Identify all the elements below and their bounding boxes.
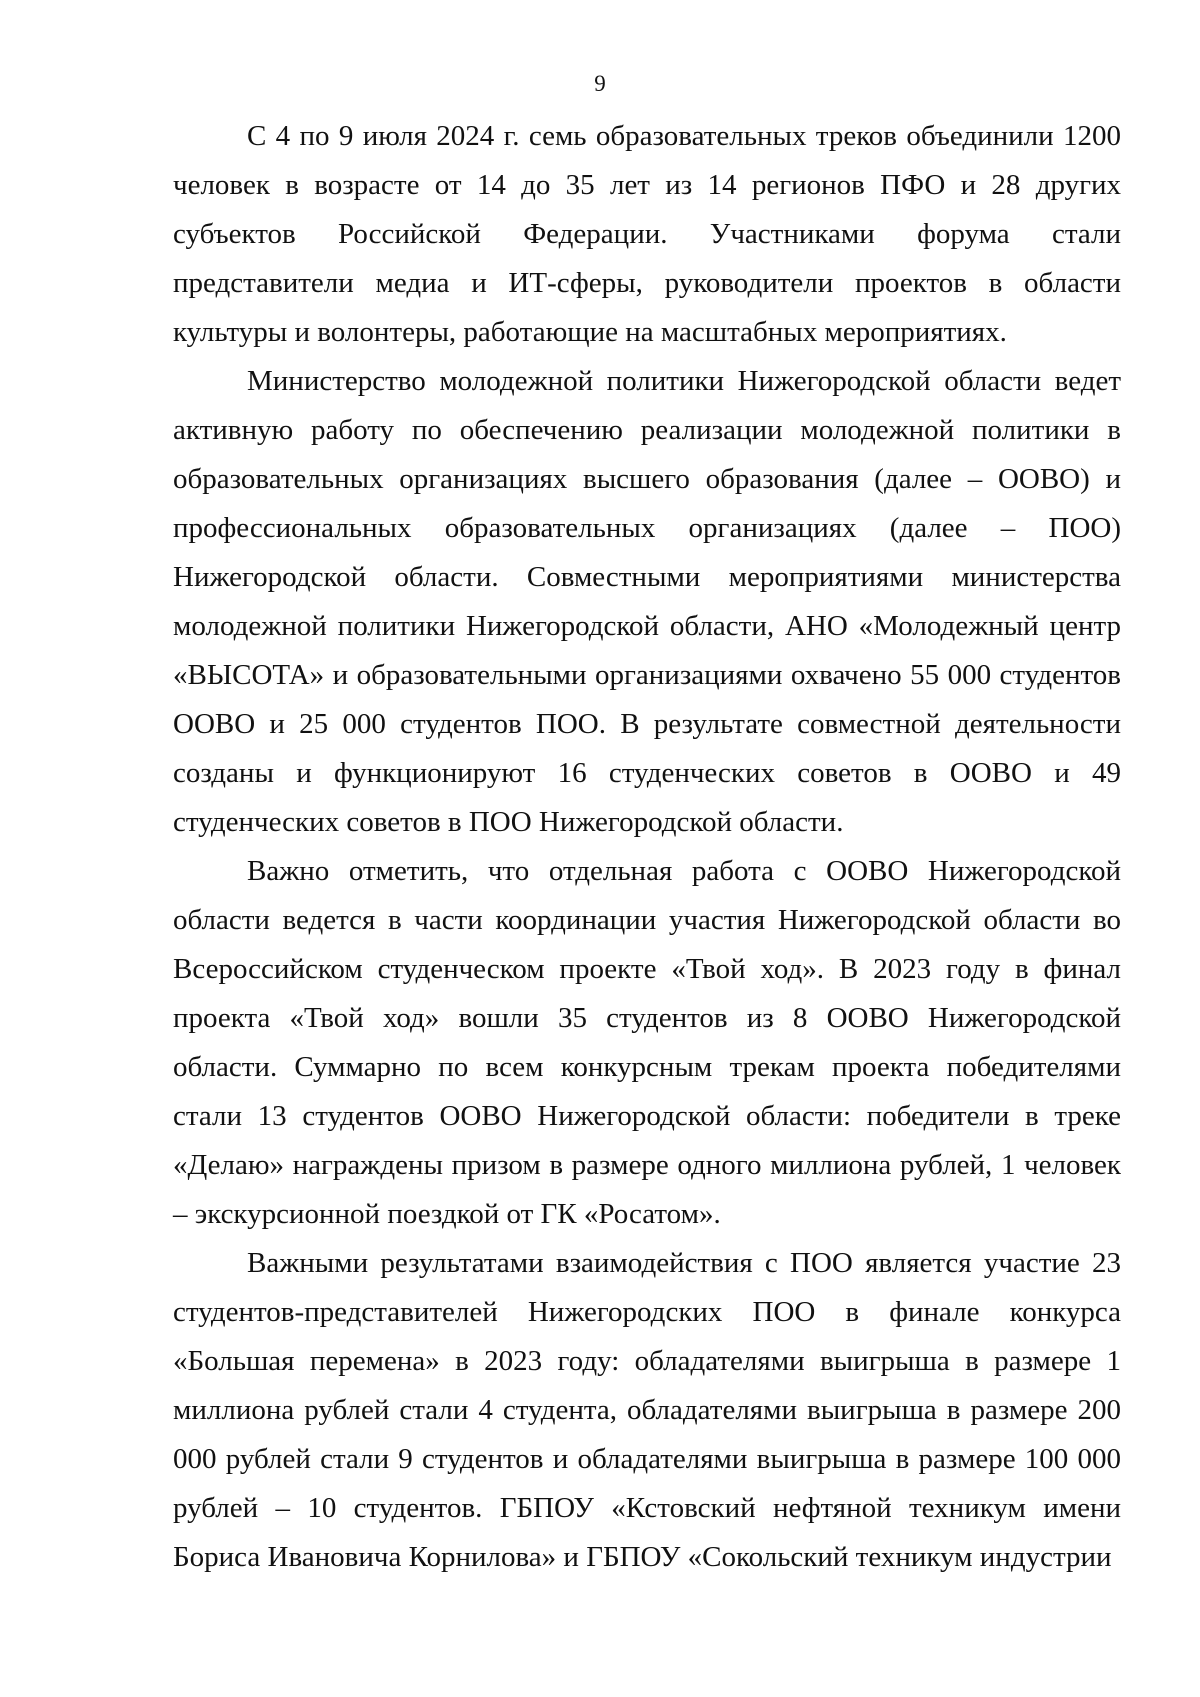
page-number: 9 — [594, 71, 606, 96]
document-body — [173, 112, 1121, 1582]
paragraph-bolshaya-peremena: Важными результатами взаимодействия с ПОО является участие 23 студентов-представителей Нижегородских ПОО в финале конкурса «Большая перемена» в 2023 году: обладателями выигрыша в размере 1 миллиона рублей стали 4 студента, обладателями выигрыша в размере 200 000 рублей стали 9 студентов и обладателями выигрыша в размере 100 000 рублей – 10 студентов. ГБПОУ «Кстовский нефтяной техникум имени Бориса Ивановича Корнилова» и ГБПОУ «Сокольский техникум индустрии — [173, 1247, 1121, 1573]
paragraph-forum-tracks: С 4 по 9 июля 2024 г. семь образовательных треков объединили 1200 человек в возрасте от 14 до 35 лет из 14 регионов ПФО и 28 других субъектов Российской Федерации. Участниками форума стали представители медиа и ИТ-сферы, руководители проектов в области культуры и волонтеры, работающие на масштабных мероприятиях. — [173, 120, 1121, 348]
paragraph-ministry-work: Министерство молодежной политики Нижегородской области ведет активную работу по обеспечению реализации молодежной политики в образовательных организациях высшего образования (далее – ООВО) и профессиональных образовательных организациях (далее – ПОО) Нижегородской области. Совместными мероприятиями министерства молодежной политики Нижегородской области, АНО «Молодежный центр «ВЫСОТА» и образовательными организациями охвачено 55 000 студентов ООВО и 25 000 студентов ПОО. В результате совместной деятельности созданы и функционируют 16 студенческих советов в ООВО и 49 студенческих советов в ПОО Нижегородской области. — [173, 365, 1121, 838]
paragraph-tvoy-khod: Важно отметить, что отдельная работа с ООВО Нижегородской области ведется в части координации участия Нижегородской области во Всероссийском студенческом проекте «Твой ход». В 2023 году в финал проекта «Твой ход» вошли 35 студентов из 8 ООВО Нижегородской области. Суммарно по всем конкурсным трекам проекта победителями стали 13 студентов ООВО Нижегородской области: победители в треке «Делаю» награждены призом в размере одного миллиона рублей, 1 человек – экскурсионной поездкой от ГК «Росатом». — [173, 855, 1121, 1230]
